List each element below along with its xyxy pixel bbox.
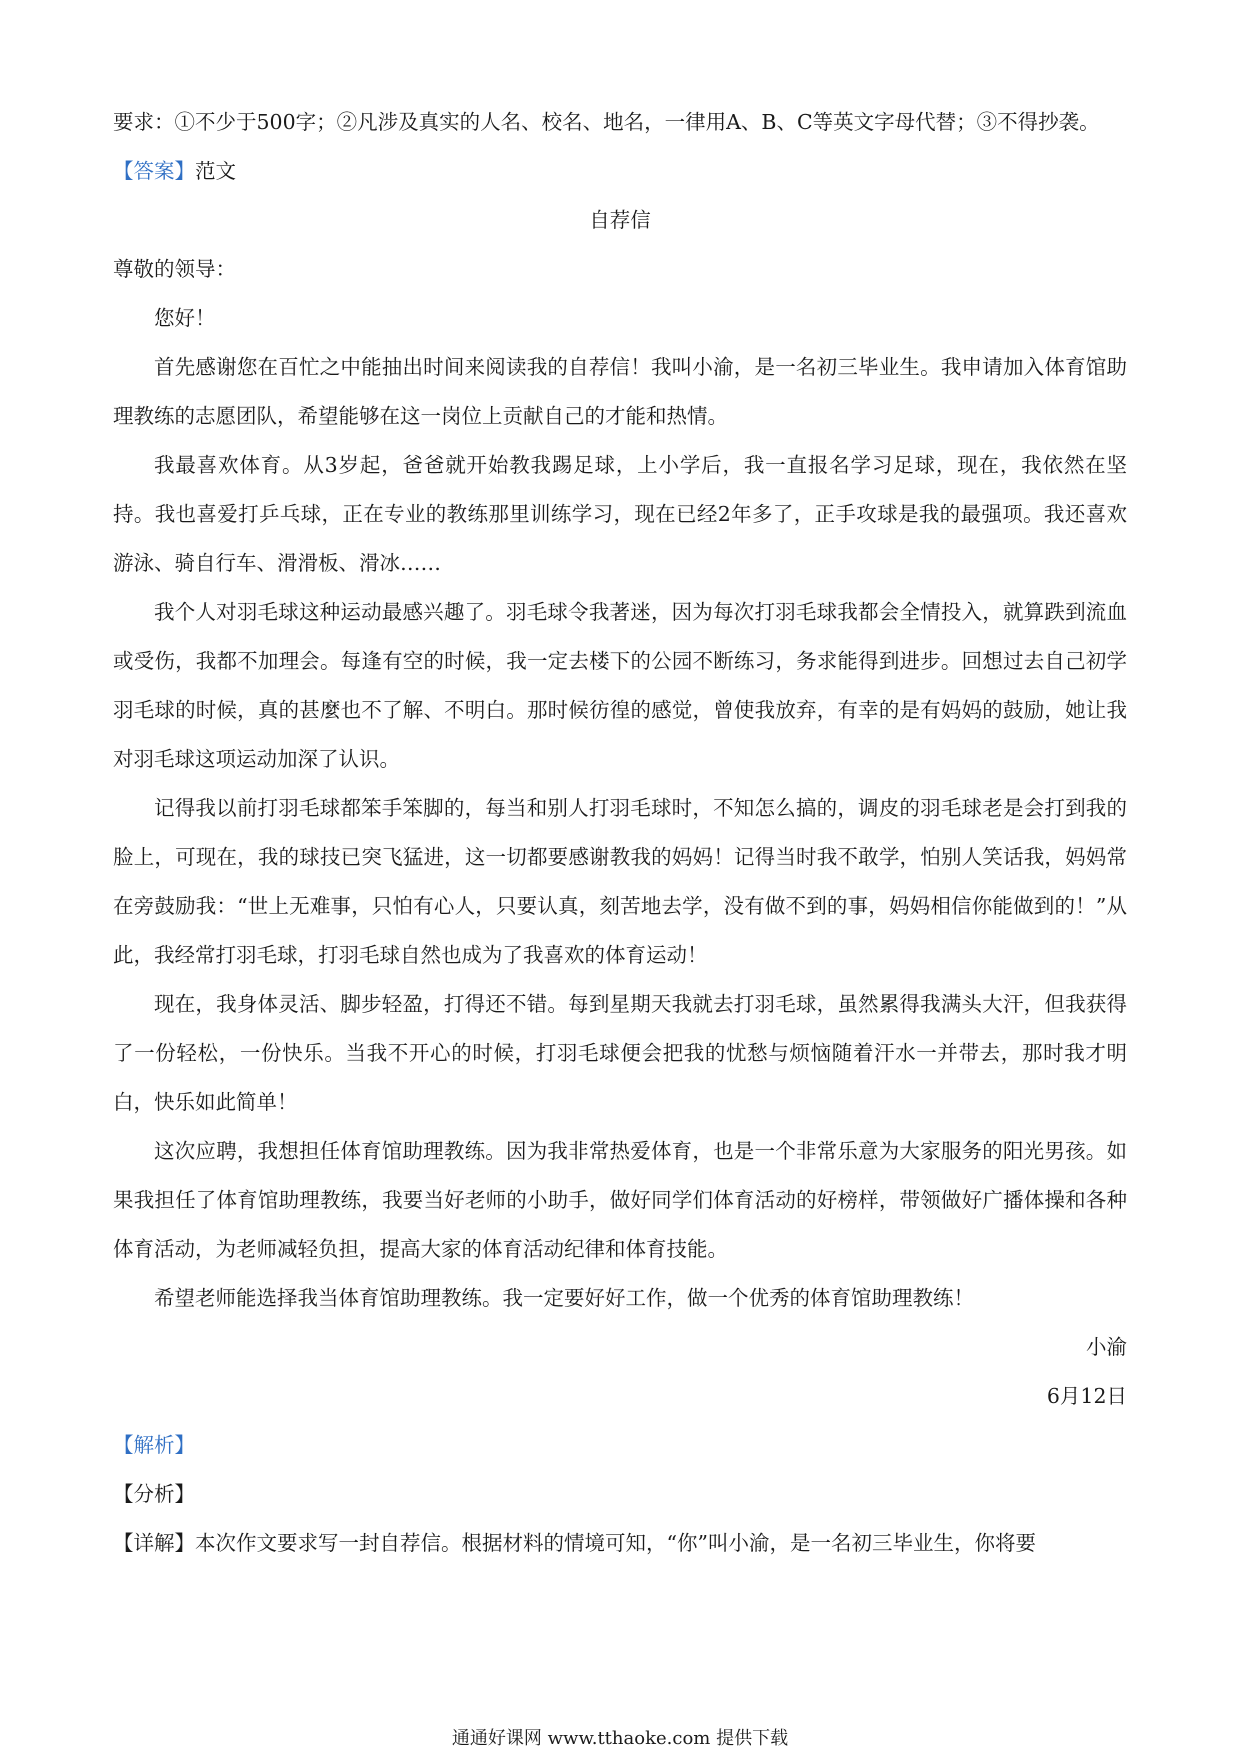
letter-paragraph: 现在，我身体灵活、脚步轻盈，打得还不错。每到星期天我就去打羽毛球，虽然累得我满头大汗，但我获得了一份轻松，一份快乐。当我不开心的时候，打羽毛球便会把我的忧愁与烦恼随着汗水一并带去，那时我才明白，快乐如此简单！ [113,992,1127,1114]
letter-paragraph: 希望老师能选择我当体育馆助理教练。我一定要好好工作，做一个优秀的体育馆助理教练！ [154,1286,974,1310]
letter-paragraph: 这次应聘，我想担任体育馆助理教练。因为我非常热爱体育，也是一个非常乐意为大家服务的阳光男孩。如果我担任了体育馆助理教练，我要当好老师的小助手，做好同学们体育活动的好榜样，带领做好广播体操和各种体育活动，为老师减轻负担，提高大家的体育活动纪律和体育技能。 [113,1139,1127,1261]
answer-text: 范文 [195,159,236,183]
detail-line [113,1519,1127,1568]
letter-salutation: 尊敬的领导： [113,257,236,281]
letter-date: 6月12日 [1046,1384,1127,1408]
page-footer: 通通好课网 www.tthaoke.com 提供下载 [451,1728,789,1749]
letter-paragraph: 记得我以前打羽毛球都笨手笨脚的，每当和别人打羽毛球时，不知怎么搞的，调皮的羽毛球老是会打到我的脸上，可现在，我的球技已突飞猛进，这一切都要感谢教我的妈妈！记得当时我不敢学，怕别人笑话我，妈妈常在旁鼓励我：“世上无难事，只怕有心人，只要认真，刻苦地去学，没有做不到的事，妈妈相信你能做到的！”从此，我经常打羽毛球，打羽毛球自然也成为了我喜欢的体育运动！ [113,796,1127,967]
answer-line [113,147,1127,196]
answer-label: 【答案】 [113,159,195,183]
letter-paragraph: 我最喜欢体育。从3岁起，爸爸就开始教我踢足球，上小学后，我一直报名学习足球，现在，我依然在坚持。我也喜爱打乒乓球，正在专业的教练那里训练学习，现在已经2年多了，正手攻球是我的最强项。我还喜欢游泳、骑自行车、滑滑板、滑冰…… [113,453,1127,575]
letter-title: 自荐信 [589,208,651,232]
detail-text: 本次作文要求写一封自荐信。根据材料的情境可知，“你”叫小渝，是一名初三毕业生，你将要 [195,1531,1036,1555]
document-page [113,98,1127,1568]
analysis-label: 【解析】 [113,1433,195,1457]
letter-paragraph: 我个人对羽毛球这种运动最感兴趣了。羽毛球令我著迷，因为每次打羽毛球我都会全情投入，就算跌到流血或受伤，我都不加理会。每逢有空的时候，我一定去楼下的公园不断练习，务求能得到进步。回想过去自己初学羽毛球的时候，真的甚麼也不了解、不明白。那时候彷徨的感觉，曾使我放弃，有幸的是有妈妈的鼓励，她让我对羽毛球这项运动加深了认识。 [113,600,1127,771]
fenxi-label: 【分析】 [113,1482,195,1506]
letter-paragraph: 首先感谢您在百忙之中能抽出时间来阅读我的自荐信！我叫小渝，是一名初三毕业生。我申请加入体育馆助理教练的志愿团队，希望能够在这一岗位上贡献自己的才能和热情。 [113,355,1127,428]
letter-greeting: 您好！ [154,306,216,330]
detail-label: 【详解】 [113,1531,195,1555]
requirement-text: 要求：①不少于500字；②凡涉及真实的人名、校名、地名，一律用A、B、C等英文字母代替；③不得抄袭。 [113,110,1100,134]
letter-signature: 小渝 [1086,1335,1127,1359]
